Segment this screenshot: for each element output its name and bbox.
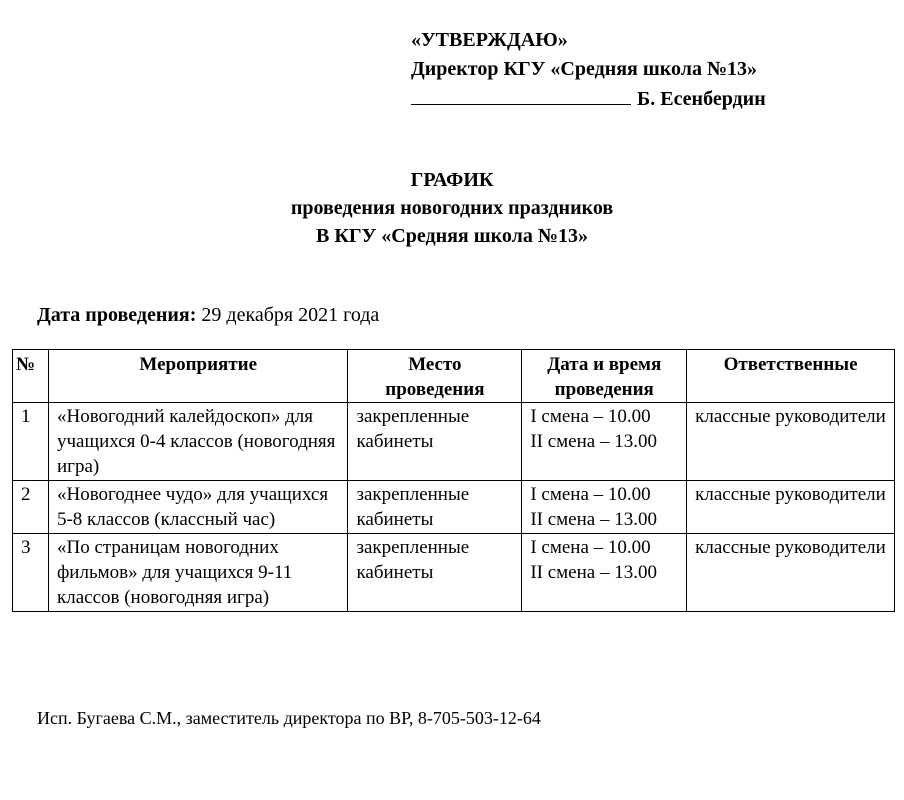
row-event: «Новогодний калейдоскоп» для учащихся 0-4 классов (новогодняя игра) [48, 403, 347, 481]
title-main: ГРАФИК [410, 169, 494, 191]
header-num: № [13, 350, 49, 403]
row-time [522, 481, 687, 534]
header-responsible: Ответственные [687, 350, 895, 403]
row-responsible: классные руководители [687, 403, 895, 481]
table-row [13, 481, 895, 534]
date-label: Дата проведения: [37, 304, 197, 326]
row-responsible: классные руководители [687, 534, 895, 612]
row-time [522, 534, 687, 612]
row-time [522, 403, 687, 481]
row-shift2: II смена – 13.00 [530, 509, 657, 530]
row-num: 2 [13, 481, 49, 534]
row-shift2: II смена – 13.00 [530, 431, 657, 452]
signature-line [411, 84, 631, 105]
approval-block [411, 26, 766, 114]
approval-signature [411, 84, 766, 114]
approval-position: Директор КГУ «Средняя школа №13» [411, 58, 758, 80]
table-row [13, 534, 895, 612]
title-school: В КГУ «Средняя школа №13» [316, 225, 588, 247]
row-num: 3 [13, 534, 49, 612]
approval-title: «УТВЕРЖДАЮ» [411, 29, 568, 51]
row-event: «По страницам новогодних фильмов» для учащихся 9-11 классов (новогодняя игра) [48, 534, 347, 612]
approval-signer: Б. Есенбердин [637, 88, 766, 110]
date-value: 29 декабря 2021 года [201, 304, 380, 326]
header-place: Место проведения [348, 350, 522, 403]
row-place: закрепленные кабинеты [348, 403, 522, 481]
table-header-row [13, 350, 895, 403]
header-time: Дата и время проведения [522, 350, 687, 403]
row-shift1: I смена – 10.00 [530, 537, 651, 558]
row-responsible: классные руководители [687, 481, 895, 534]
row-shift2: II смена – 13.00 [530, 562, 657, 583]
row-shift1: I смена – 10.00 [530, 406, 651, 427]
row-place: закрепленные кабинеты [348, 534, 522, 612]
executor-note: Исп. Бугаева С.М., заместитель директора по ВР, 8-705-503-12-64 [37, 708, 541, 728]
event-date [37, 301, 379, 329]
title-subtitle: проведения новогодних праздников [290, 197, 614, 219]
row-shift1: I смена – 10.00 [530, 484, 651, 505]
row-event: «Новогоднее чудо» для учащихся 5-8 классов (классный час) [48, 481, 347, 534]
row-num: 1 [13, 403, 49, 481]
schedule-table [12, 349, 895, 612]
row-place: закрепленные кабинеты [348, 481, 522, 534]
header-event: Мероприятие [48, 350, 347, 403]
table-row [13, 403, 895, 481]
document-title [0, 166, 904, 250]
